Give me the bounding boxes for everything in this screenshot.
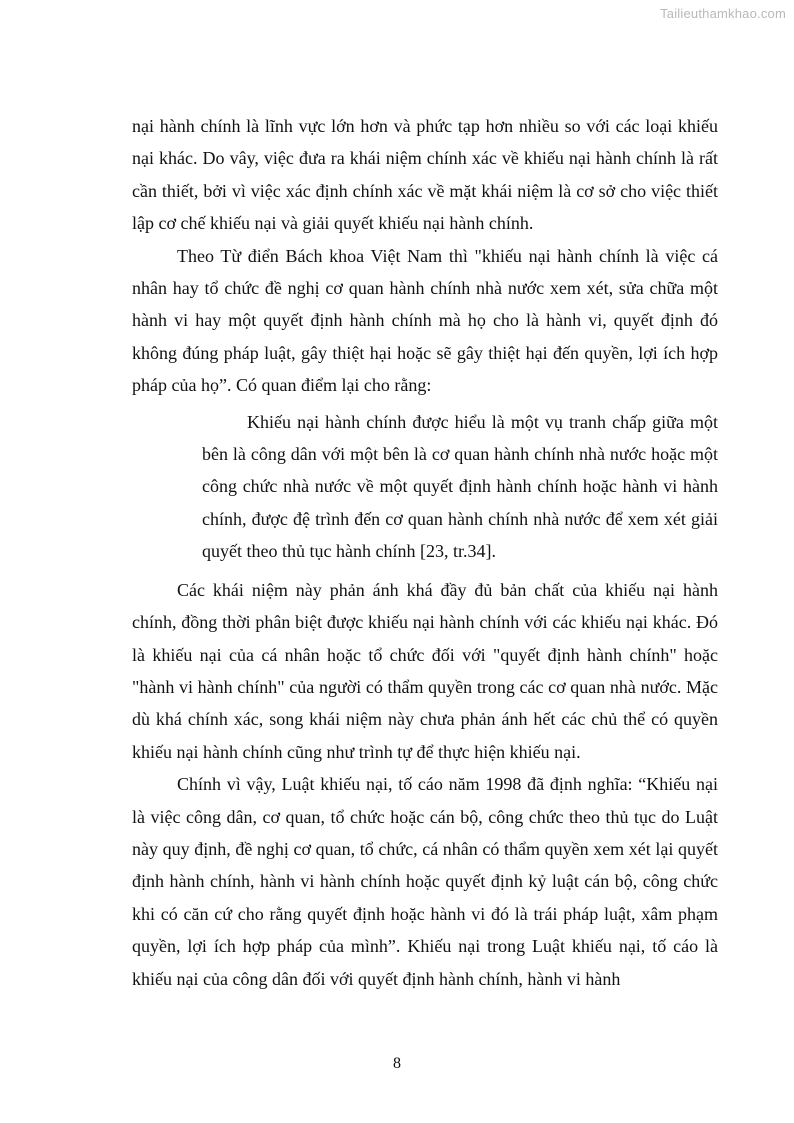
block-quote: Khiếu nại hành chính được hiểu là một vụ tranh chấp giữa một bên là công dân với một bên là cơ quan hành chính nhà nước hoặc một công chức nhà nước về một quyết định hành chính hoặc hành vi hành chính, được đệ trình đến cơ quan hành chính nhà nước để xem xét giải quyết theo thủ tục hành chính [23, tr.34]. xyxy=(202,411,718,562)
paragraph-law-definition: Chính vì vậy, Luật khiếu nại, tố cáo năm 1998 đã định nghĩa: “Khiếu nại là việc công dân, cơ quan, tổ chức hoặc cán bộ, công chức theo thủ tục do Luật này quy định, đề nghị cơ quan, tổ chức, cá nhân có thẩm quyền xem xét lại quyết định hành chính, hành vi hành chính hoặc quyết định kỷ luật cán bộ, công chức khi có căn cứ cho rằng quyết định hoặc hành vi đó là trái pháp luật, xâm phạm quyền, lợi ích hợp pháp của mình”. Khiếu nại trong Luật khiếu nại, tố cáo là khiếu nại của công dân đối với quyết định hành chính, hành vi hành xyxy=(132,774,718,989)
page-number: 8 xyxy=(393,1055,401,1072)
paragraph-analysis: Các khái niệm này phản ánh khá đầy đủ bản chất của khiếu nại hành chính, đồng thời phân biệt được khiếu nại hành chính với các khiếu nại khác. Đó là khiếu nại của cá nhân hoặc tổ chức đối với "quyết định hành chính" hoặc "hành vi hành chính" của người có thẩm quyền trong các cơ quan nhà nước. Mặc dù khá chính xác, song khái niệm này chưa phản ánh hết các chủ thể có quyền khiếu nại hành chính cũng như trình tự để thực hiện khiếu nại. xyxy=(132,579,718,762)
paragraph-definition-encyclopedia: Theo Từ điển Bách khoa Việt Nam thì "khiếu nại hành chính là việc cá nhân hay tổ chức đề nghị cơ quan hành chính nhà nước xem xét, sửa chữa một hành vi hay một quyết định hành chính mà họ cho là hành vi, quyết định đó không đúng pháp luật, gây thiệt hại hoặc sẽ gây thiệt hại đến quyền, lợi ích hợp pháp của họ”. Có quan điểm lại cho rằng: xyxy=(132,245,718,396)
watermark-text: Tailieuthamkhao.com xyxy=(660,6,786,21)
document-body xyxy=(132,110,718,995)
paragraph-continuation: nại hành chính là lĩnh vực lớn hơn và phức tạp hơn nhiều so với các loại khiếu nại khác. Do vây, việc đưa ra khái niệm chính xác về khiếu nại hành chính là rất cần thiết, bởi vì việc xác định chính xác về mặt khái niệm là cơ sở cho việc thiết lập cơ chế khiếu nại và giải quyết khiếu nại hành chính. xyxy=(132,116,718,234)
